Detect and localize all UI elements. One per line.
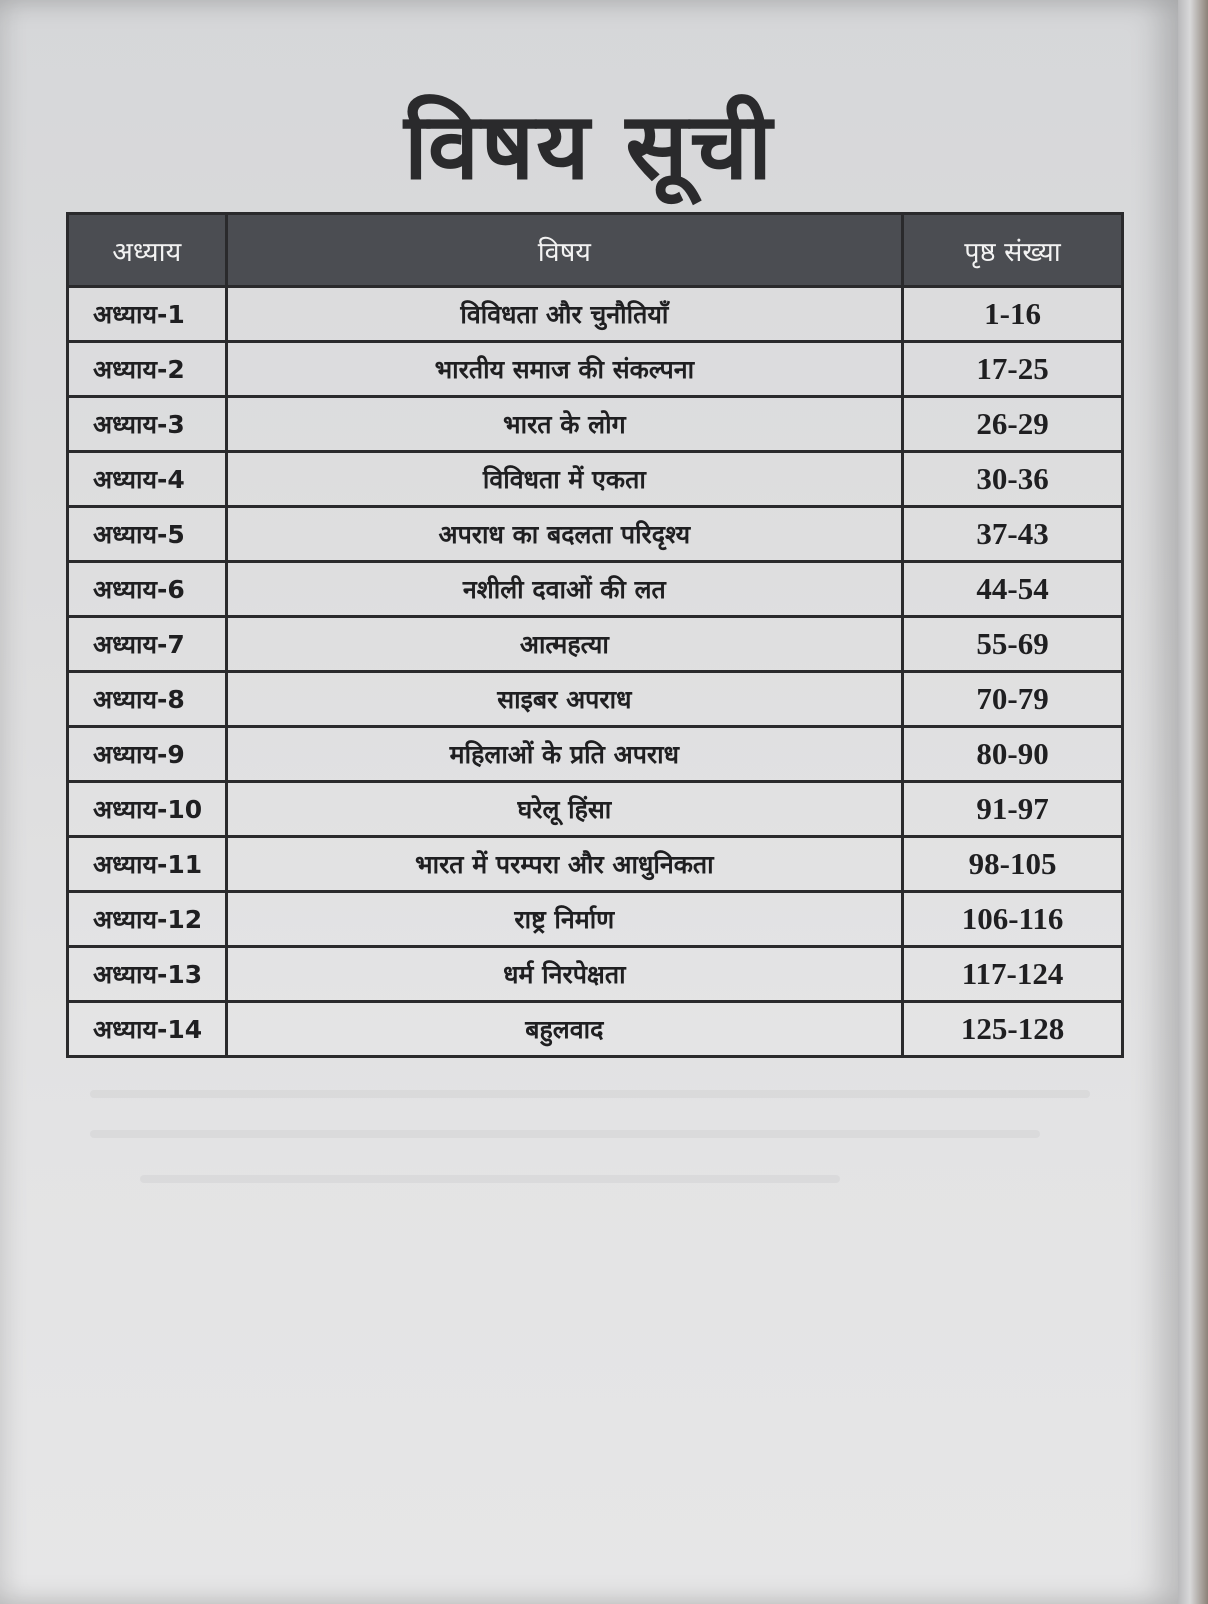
header-row — [68, 214, 1123, 287]
page-range-cell: 98-105 — [903, 837, 1123, 892]
subject-cell: बहुलवाद — [226, 1002, 903, 1057]
subject-cell: नशीली दवाओं की लत — [226, 562, 903, 617]
page-range-cell: 117-124 — [903, 947, 1123, 1002]
chapter-cell: अध्याय-7 — [68, 617, 227, 672]
subject-header: विषय — [226, 214, 903, 287]
show-through-text — [90, 1090, 1090, 1098]
table-row — [68, 287, 1123, 342]
page-range-cell: 44-54 — [903, 562, 1123, 617]
chapter-cell: अध्याय-1 — [68, 287, 227, 342]
subject-cell: महिलाओं के प्रति अपराध — [226, 727, 903, 782]
subject-cell: विविधता में एकता — [226, 452, 903, 507]
page-range-cell: 55-69 — [903, 617, 1123, 672]
table-row — [68, 452, 1123, 507]
chapter-cell: अध्याय-3 — [68, 397, 227, 452]
table-row — [68, 837, 1123, 892]
page-range-cell: 91-97 — [903, 782, 1123, 837]
table-row — [68, 342, 1123, 397]
subject-cell: विविधता और चुनौतियाँ — [226, 287, 903, 342]
chapter-cell: अध्याय-6 — [68, 562, 227, 617]
page-range-cell: 125-128 — [903, 1002, 1123, 1057]
chapter-cell: अध्याय-8 — [68, 672, 227, 727]
chapter-header: अध्याय — [68, 214, 227, 287]
page-range-cell: 37-43 — [903, 507, 1123, 562]
table-row — [68, 617, 1123, 672]
table-row — [68, 782, 1123, 837]
table-row — [68, 947, 1123, 1002]
page-number-header: पृष्ठ संख्या — [903, 214, 1123, 287]
table-row — [68, 397, 1123, 452]
page-range-cell: 80-90 — [903, 727, 1123, 782]
page-range-cell: 70-79 — [903, 672, 1123, 727]
show-through-text — [90, 1130, 1040, 1138]
table-row — [68, 1002, 1123, 1057]
subject-cell: धर्म निरपेक्षता — [226, 947, 903, 1002]
chapter-cell: अध्याय-4 — [68, 452, 227, 507]
table-row — [68, 507, 1123, 562]
chapter-cell: अध्याय-11 — [68, 837, 227, 892]
table-row — [68, 562, 1123, 617]
page-range-cell: 106-116 — [903, 892, 1123, 947]
subject-cell: घरेलू हिंसा — [226, 782, 903, 837]
chapter-cell: अध्याय-2 — [68, 342, 227, 397]
chapter-cell: अध्याय-9 — [68, 727, 227, 782]
subject-cell: भारत के लोग — [226, 397, 903, 452]
page-range-cell: 17-25 — [903, 342, 1123, 397]
show-through-text — [140, 1175, 840, 1183]
table-row — [68, 672, 1123, 727]
page-range-cell: 30-36 — [903, 452, 1123, 507]
table-row — [68, 892, 1123, 947]
chapter-cell: अध्याय-12 — [68, 892, 227, 947]
chapter-cell: अध्याय-5 — [68, 507, 227, 562]
subject-cell: राष्ट्र निर्माण — [226, 892, 903, 947]
table-row — [68, 727, 1123, 782]
page-title: विषय सूची — [404, 93, 774, 200]
page-range-cell: 26-29 — [903, 397, 1123, 452]
subject-cell: अपराध का बदलता परिदृश्य — [226, 507, 903, 562]
contents-table — [66, 212, 1124, 1058]
page-edge — [1178, 0, 1208, 1604]
page-range-cell: 1-16 — [903, 287, 1123, 342]
subject-cell: आत्महत्या — [226, 617, 903, 672]
chapter-cell: अध्याय-14 — [68, 1002, 227, 1057]
contents-body — [68, 287, 1123, 1057]
subject-cell: भारतीय समाज की संकल्पना — [226, 342, 903, 397]
chapter-cell: अध्याय-10 — [68, 782, 227, 837]
subject-cell: भारत में परम्परा और आधुनिकता — [226, 837, 903, 892]
chapter-cell: अध्याय-13 — [68, 947, 227, 1002]
subject-cell: साइबर अपराध — [226, 672, 903, 727]
